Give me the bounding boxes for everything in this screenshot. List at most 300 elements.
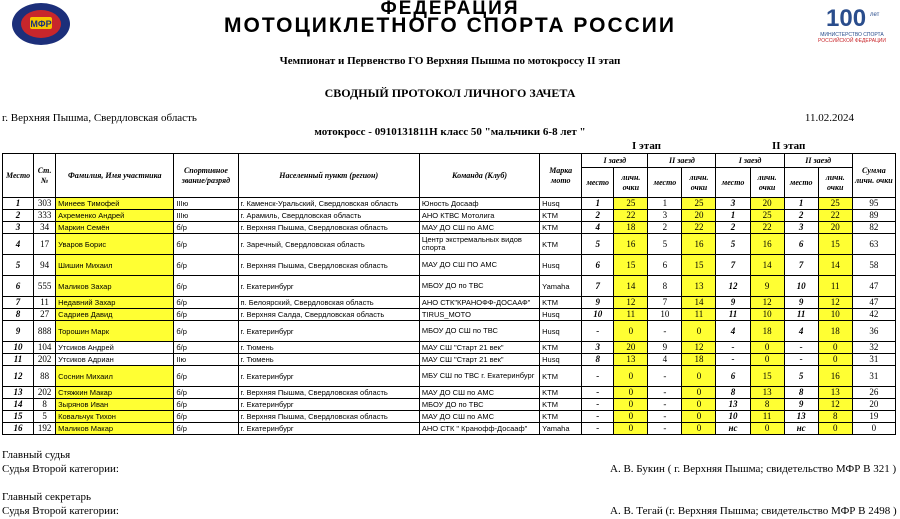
row-position: 6 [716,366,750,387]
row-place: 2 [3,210,34,222]
row-place: 15 [3,411,34,423]
row-team: МБОУ ДО по ТВС [419,399,539,411]
row-position: 1 [582,198,614,210]
ministry-caption-2: РОССИЙСКОЙ ФЕДЕРАЦИИ [818,38,886,44]
row-place: 7 [3,297,34,309]
row-city: г. Екатеринбург [238,423,419,435]
row-place: 6 [3,276,34,297]
row-bike: KTM [540,297,582,309]
row-points: 20 [750,198,784,210]
row-city: г. Каменск-Уральский, Свердловская область [238,198,419,210]
row-team: АНО КТВС Мотолига [419,210,539,222]
row-points: 12 [818,297,852,309]
mfr-logo-text: МФР [30,19,52,29]
row-participant-name: Маликов Захар [56,276,174,297]
col-pts: личн. очки [614,168,648,198]
row-rank: б/р [174,399,238,411]
row-bike: KTM [540,342,582,354]
row-place: 4 [3,234,34,255]
table-row [3,399,896,411]
row-position: 9 [648,342,682,354]
row-rank: б/р [174,222,238,234]
row-total: 36 [852,321,895,342]
row-start-number: 202 [34,354,56,366]
row-total: 95 [852,198,895,210]
row-position: 9 [784,297,818,309]
row-city: г. Верхняя Пышма, Свердловская область [238,411,419,423]
row-total: 63 [852,234,895,255]
row-points: 15 [614,255,648,276]
row-place: 8 [3,309,34,321]
row-team: МБУ СШ по ТВС г. Екатеринбург [419,366,539,387]
row-position: нс [716,423,750,435]
row-team: МАУ СШ "Старт 21 век" [419,342,539,354]
row-bike: Yamaha [540,276,582,297]
row-points: 14 [750,255,784,276]
col-s2-race1: I заезд [716,154,784,168]
row-city: г. Екатеринбург [238,276,419,297]
row-rank: б/р [174,297,238,309]
col-pts: личн. очки [750,168,784,198]
table-row [3,297,896,309]
row-bike: KTM [540,366,582,387]
row-position: 6 [648,255,682,276]
col-pts: личн. очки [682,168,716,198]
row-position: 4 [784,321,818,342]
row-points: 25 [750,210,784,222]
table-row [3,309,896,321]
row-total: 42 [852,309,895,321]
event-date: 11.02.2024 [804,112,854,124]
row-points: 0 [614,399,648,411]
row-bike: KTM [540,411,582,423]
row-position: 4 [582,222,614,234]
row-bike: KTM [540,387,582,399]
row-participant-name: Утсиков Андрей [56,342,174,354]
row-place: 10 [3,342,34,354]
row-points: 0 [682,423,716,435]
row-position: 6 [582,255,614,276]
row-position: - [582,423,614,435]
row-rank: б/р [174,423,238,435]
row-participant-name: Торошин Марк [56,321,174,342]
col-s1-race2: II заезд [648,154,716,168]
row-total: 31 [852,354,895,366]
row-points: 22 [614,210,648,222]
col-city: Населенный пункт (регион) [238,154,419,198]
row-points: 0 [750,354,784,366]
row-start-number: 88 [34,366,56,387]
row-position: - [716,342,750,354]
chief-secretary-name: А. В. Тегай (г. Верхняя Пышма; свидетельство МФР В 2498 ) [610,505,897,517]
row-position: 7 [648,297,682,309]
row-points: 16 [818,366,852,387]
row-position: - [582,387,614,399]
row-place: 16 [3,423,34,435]
row-position: 10 [648,309,682,321]
ministry-logo-sub: лет [870,12,880,18]
row-points: 0 [614,423,648,435]
row-position: 10 [784,276,818,297]
row-start-number: 104 [34,342,56,354]
stage-2-label: II этап [772,140,806,152]
row-points: 20 [614,342,648,354]
row-position: 5 [716,234,750,255]
row-position: 9 [716,297,750,309]
protocol-title: СВОДНЫЙ ПРОТОКОЛ ЛИЧНОГО ЗАЧЕТА [324,86,576,100]
row-position: 2 [784,210,818,222]
row-points: 8 [818,411,852,423]
row-rank: б/р [174,321,238,342]
row-points: 14 [682,297,716,309]
col-bike: Марка мото [540,154,582,198]
row-start-number: 192 [34,423,56,435]
row-city: г. Арамиль, Свердловская область [238,210,419,222]
row-points: 16 [750,234,784,255]
row-city: п. Белоярский, Свердловская область [238,297,419,309]
row-place: 5 [3,255,34,276]
row-position: 2 [716,222,750,234]
row-start-number: 11 [34,297,56,309]
row-total: 89 [852,210,895,222]
row-position: 5 [784,366,818,387]
row-place: 14 [3,399,34,411]
row-points: 15 [682,255,716,276]
row-points: 0 [750,423,784,435]
row-points: 12 [818,399,852,411]
row-position: 7 [784,255,818,276]
row-bike: Husq [540,354,582,366]
row-bike: Husq [540,255,582,276]
row-points: 13 [614,354,648,366]
row-points: 11 [614,309,648,321]
row-city: г. Екатеринбург [238,399,419,411]
row-position: 12 [716,276,750,297]
row-position: 1 [716,210,750,222]
row-points: 0 [818,342,852,354]
row-points: 15 [750,366,784,387]
row-points: 11 [682,309,716,321]
row-points: 16 [614,234,648,255]
table-row [3,210,896,222]
row-position: 4 [716,321,750,342]
row-participant-name: Маркин Семён [56,222,174,234]
col-s2-race2: II заезд [784,154,852,168]
row-team: МАУ ДО СШ по АМС [419,387,539,399]
row-team: АНО СТК"КРАНОФФ-ДОСААФ" [419,297,539,309]
row-points: 0 [682,411,716,423]
row-bike: KTM [540,234,582,255]
row-participant-name: Ковальчук Тихон [56,411,174,423]
row-points: 0 [614,387,648,399]
row-position: 7 [716,255,750,276]
row-points: 25 [682,198,716,210]
row-position: 8 [648,276,682,297]
row-position: 3 [784,222,818,234]
row-participant-name: Недавний Захар [56,297,174,309]
row-points: 22 [750,222,784,234]
table-row [3,198,896,210]
row-team: МАУ СШ "Старт 21 век" [419,354,539,366]
row-start-number: 27 [34,309,56,321]
row-points: 15 [818,234,852,255]
row-city: г. Верхняя Пышма, Свердловская область [238,255,419,276]
row-rank: IIIю [174,210,238,222]
row-points: 13 [682,276,716,297]
col-pos: место [648,168,682,198]
col-pos: место [784,168,818,198]
row-points: 10 [818,309,852,321]
row-city: г. Верхняя Пышма, Свердловская область [238,222,419,234]
row-total: 47 [852,276,895,297]
row-points: 0 [682,366,716,387]
row-participant-name: Минеев Тимофей [56,198,174,210]
row-points: 0 [818,423,852,435]
row-bike: Yamaha [540,423,582,435]
table-row [3,276,896,297]
row-bike: Husq [540,309,582,321]
row-total: 19 [852,411,895,423]
class-line: мотокросс - 0910131811Н класс 50 "мальчики 6-8 лет " [314,126,586,138]
row-position: 9 [784,399,818,411]
row-points: 0 [682,399,716,411]
row-rank: б/р [174,255,238,276]
row-participant-name: Шишин Михаил [56,255,174,276]
row-points: 0 [682,321,716,342]
row-total: 47 [852,297,895,309]
table-row [3,411,896,423]
row-points: 18 [682,354,716,366]
row-position: 3 [716,198,750,210]
row-start-number: 94 [34,255,56,276]
row-rank: IIю [174,354,238,366]
row-participant-name: Зырянов Иван [56,399,174,411]
row-points: 13 [750,387,784,399]
row-rank: IIIю [174,198,238,210]
stage-1-label: I этап [632,140,662,152]
row-rank: б/р [174,387,238,399]
row-team: МБОУ ДО СШ по ТВС [419,321,539,342]
table-row [3,222,896,234]
row-start-number: 333 [34,210,56,222]
row-points: 11 [750,411,784,423]
chief-judge-title: Главный судья [2,449,71,461]
row-city: г. Тюмень [238,354,419,366]
row-team: АНО СТК " Кранофф-Досааф" [419,423,539,435]
row-points: 12 [682,342,716,354]
row-position: - [648,321,682,342]
row-points: 18 [818,321,852,342]
row-position: - [582,411,614,423]
row-city: г. Заречный, Свердловская область [238,234,419,255]
row-points: 25 [818,198,852,210]
row-rank: б/р [174,342,238,354]
row-team: МАУ ДО СШ по АМС [419,222,539,234]
row-start-number: 303 [34,198,56,210]
ministry-logo [812,2,892,46]
row-team: МАУ ДО СШ по АМС [419,411,539,423]
table-row [3,234,896,255]
col-total: Сумма личн. очки [852,154,895,198]
row-points: 20 [818,222,852,234]
row-points: 12 [750,297,784,309]
row-position: 9 [582,297,614,309]
row-place: 12 [3,366,34,387]
col-pos: место [582,168,614,198]
chief-judge-name: А. В. Букин ( г. Верхняя Пышма; свидетельство МФР В 321 ) [610,463,897,475]
row-points: 20 [682,210,716,222]
row-total: 58 [852,255,895,276]
row-points: 10 [750,309,784,321]
row-start-number: 5 [34,411,56,423]
row-points: 0 [614,411,648,423]
row-position: 1 [648,198,682,210]
event-place: г. Верхняя Пышма, Свердловская область [2,112,197,124]
row-bike: Husq [540,198,582,210]
row-position: - [784,342,818,354]
table-row [3,387,896,399]
row-position: - [648,387,682,399]
mfr-logo [10,2,72,46]
row-position: 6 [784,234,818,255]
row-place: 13 [3,387,34,399]
row-points: 12 [614,297,648,309]
row-position: 3 [582,342,614,354]
row-position: 8 [716,387,750,399]
row-rank: б/р [174,276,238,297]
row-position: 8 [784,387,818,399]
row-city: г. Верхняя Салда, Свердловская область [238,309,419,321]
col-team: Команда (Клуб) [419,154,539,198]
federation-title-line2: МОТОЦИКЛЕТНОГО СПОРТА РОССИИ [224,14,676,37]
row-points: 25 [614,198,648,210]
row-team: Юность Досааф [419,198,539,210]
row-position: - [582,366,614,387]
row-position: 1 [784,198,818,210]
row-start-number: 888 [34,321,56,342]
row-place: 3 [3,222,34,234]
row-position: 5 [648,234,682,255]
row-position: 13 [716,399,750,411]
row-points: 13 [818,387,852,399]
row-city: г. Тюмень [238,342,419,354]
row-position: - [648,399,682,411]
row-total: 82 [852,222,895,234]
row-position: 2 [582,210,614,222]
col-name: Фамилия, Имя участника [56,154,174,198]
row-participant-name: Садриев Давид [56,309,174,321]
table-row [3,354,896,366]
row-points: 0 [750,342,784,354]
row-total: 20 [852,399,895,411]
row-position: - [582,399,614,411]
row-team: МБОУ ДО по ТВС [419,276,539,297]
row-start-number: 555 [34,276,56,297]
row-bike: Husq [540,321,582,342]
row-total: 26 [852,387,895,399]
row-team: TIRUS_MOTO [419,309,539,321]
row-position: - [784,354,818,366]
row-points: 0 [682,387,716,399]
row-total: 0 [852,423,895,435]
chief-secretary-category: Судья Второй категории: [2,505,119,517]
row-position: 10 [716,411,750,423]
row-position: 4 [648,354,682,366]
row-team: МАУ ДО СШ ПО АМС [419,255,539,276]
row-points: 22 [818,210,852,222]
row-participant-name: Маликов Макар [56,423,174,435]
ministry-caption-1: МИНИСТЕРСТВО СПОРТА [820,32,884,38]
ministry-logo-number: 100 [826,5,867,32]
row-city: г. Екатеринбург [238,321,419,342]
row-points: 14 [818,255,852,276]
chief-secretary-title: Главный секретарь [2,491,91,503]
row-points: 14 [614,276,648,297]
row-rank: б/р [174,234,238,255]
row-points: 0 [614,366,648,387]
row-participant-name: Ахременко Андрей [56,210,174,222]
col-start: Ст. № [34,154,56,198]
table-row [3,321,896,342]
row-position: - [648,423,682,435]
row-bike: KTM [540,222,582,234]
table-row [3,255,896,276]
row-start-number: 8 [34,399,56,411]
table-row [3,366,896,387]
row-participant-name: Стяжкин Макар [56,387,174,399]
row-points: 11 [818,276,852,297]
row-position: 11 [716,309,750,321]
row-city: г. Екатеринбург [238,366,419,387]
row-total: 32 [852,342,895,354]
row-points: 0 [818,354,852,366]
row-position: 11 [784,309,818,321]
row-position: 8 [582,354,614,366]
row-position: - [582,321,614,342]
col-rank: Спортивное звание/разряд [174,154,238,198]
col-pts: личн. очки [818,168,852,198]
row-participant-name: Уваров Борис [56,234,174,255]
row-points: 16 [682,234,716,255]
row-bike: KTM [540,399,582,411]
row-place: 11 [3,354,34,366]
table-row [3,342,896,354]
row-start-number: 34 [34,222,56,234]
row-position: - [648,411,682,423]
row-place: 9 [3,321,34,342]
federation-title-line1: ФЕДЕРАЦИЯ [380,0,520,19]
col-place: Место [3,154,34,198]
row-position: 2 [648,222,682,234]
row-team: Центр экстремальных видов спорта [419,234,539,255]
row-position: 10 [582,309,614,321]
row-position: нс [784,423,818,435]
row-position: 3 [648,210,682,222]
row-rank: б/р [174,366,238,387]
row-position: 5 [582,234,614,255]
row-bike: KTM [540,210,582,222]
table-row [3,423,896,435]
col-s1-race1: I заезд [582,154,648,168]
col-pos: место [716,168,750,198]
row-position: 13 [784,411,818,423]
row-position: - [716,354,750,366]
row-place: 1 [3,198,34,210]
row-city: г. Верхняя Пышма, Свердловская область [238,387,419,399]
row-points: 22 [682,222,716,234]
row-start-number: 17 [34,234,56,255]
row-rank: б/р [174,309,238,321]
